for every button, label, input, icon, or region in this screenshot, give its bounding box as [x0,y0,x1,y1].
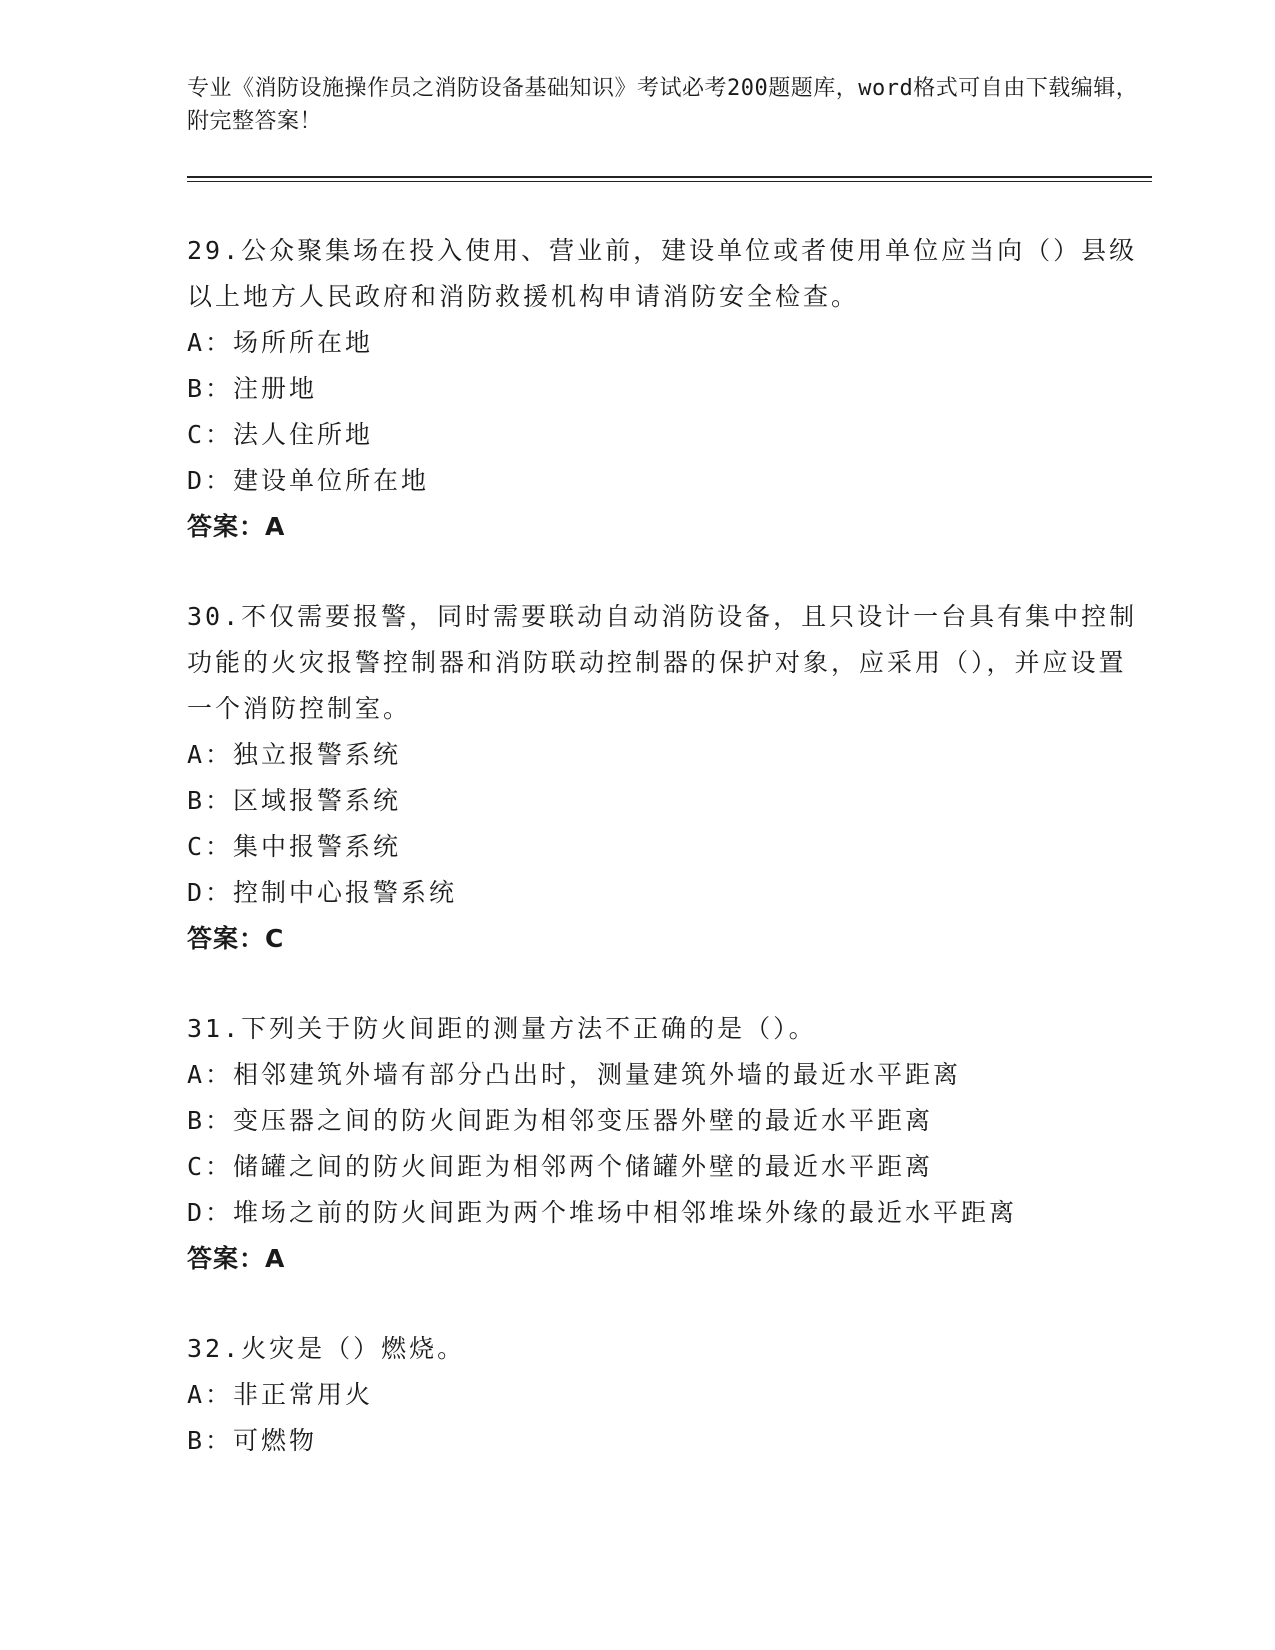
answer-line: 答案：A [187,512,286,541]
question-list [187,228,1152,1464]
answer-line: 答案：C [187,924,285,953]
option-d [187,1190,1152,1236]
option-text: 控制中心报警系统 [233,878,458,907]
question-31 [187,1006,1152,1282]
document-page [187,72,1152,1508]
option-a [187,1052,1152,1098]
option-letter: B： [187,1106,234,1135]
option-text: 集中报警系统 [233,832,402,861]
option-letter: D： [187,466,234,495]
question-text: 31.下列关于防火间距的测量方法不正确的是（）。 [187,1014,817,1043]
option-text: 注册地 [233,374,318,403]
header-divider [187,176,1152,182]
option-letter: C： [187,832,234,861]
option-c [187,1144,1152,1190]
option-text: 建设单位所在地 [233,466,430,495]
option-letter: A： [187,1380,234,1409]
question-30 [187,594,1152,962]
option-d [187,458,1152,504]
option-b [187,366,1152,412]
option-text: 区域报警系统 [233,786,402,815]
option-text: 场所所在地 [233,328,374,357]
option-letter: A： [187,328,234,357]
option-b [187,778,1152,824]
option-d [187,870,1152,916]
option-letter: D： [187,878,234,907]
document-header: 专业《消防设施操作员之消防设备基础知识》考试必考200题题库，word格式可自由下载编辑，附完整答案！ [187,76,1139,134]
option-a [187,1372,1152,1418]
option-text: 独立报警系统 [233,740,402,769]
option-text: 堆场之前的防火间距为两个堆场中相邻堆垛外缘的最近水平距离 [233,1198,1018,1227]
question-29 [187,228,1152,550]
option-text: 非正常用火 [233,1380,374,1409]
option-letter: A： [187,1060,234,1089]
question-text: 29.公众聚集场在投入使用、营业前，建设单位或者使用单位应当向（）县级以上地方人民政府和消防救援机构申请消防安全检查。 [187,236,1138,311]
option-letter: D： [187,1198,234,1227]
option-letter: B： [187,786,234,815]
question-32 [187,1326,1152,1464]
option-letter: A： [187,740,234,769]
option-a [187,320,1152,366]
option-c [187,824,1152,870]
option-letter: C： [187,1152,234,1181]
answer-line: 答案：A [187,1244,286,1273]
option-c [187,412,1152,458]
option-letter: B： [187,1426,234,1455]
option-b [187,1098,1152,1144]
option-letter: C： [187,420,234,449]
option-text: 相邻建筑外墙有部分凸出时，测量建筑外墙的最近水平距离 [233,1060,962,1089]
option-a [187,732,1152,778]
option-text: 变压器之间的防火间距为相邻变压器外壁的最近水平距离 [233,1106,934,1135]
option-letter: B： [187,374,234,403]
question-text: 32.火灾是（）燃烧。 [187,1334,466,1363]
option-b [187,1418,1152,1464]
option-text: 可燃物 [233,1426,318,1455]
option-text: 储罐之间的防火间距为相邻两个储罐外壁的最近水平距离 [233,1152,934,1181]
question-text: 30.不仅需要报警，同时需要联动自动消防设备，且只设计一台具有集中控制功能的火灾报警控制器和消防联动控制器的保护对象，应采用（），并应设置一个消防控制室。 [187,602,1138,723]
option-text: 法人住所地 [233,420,374,449]
